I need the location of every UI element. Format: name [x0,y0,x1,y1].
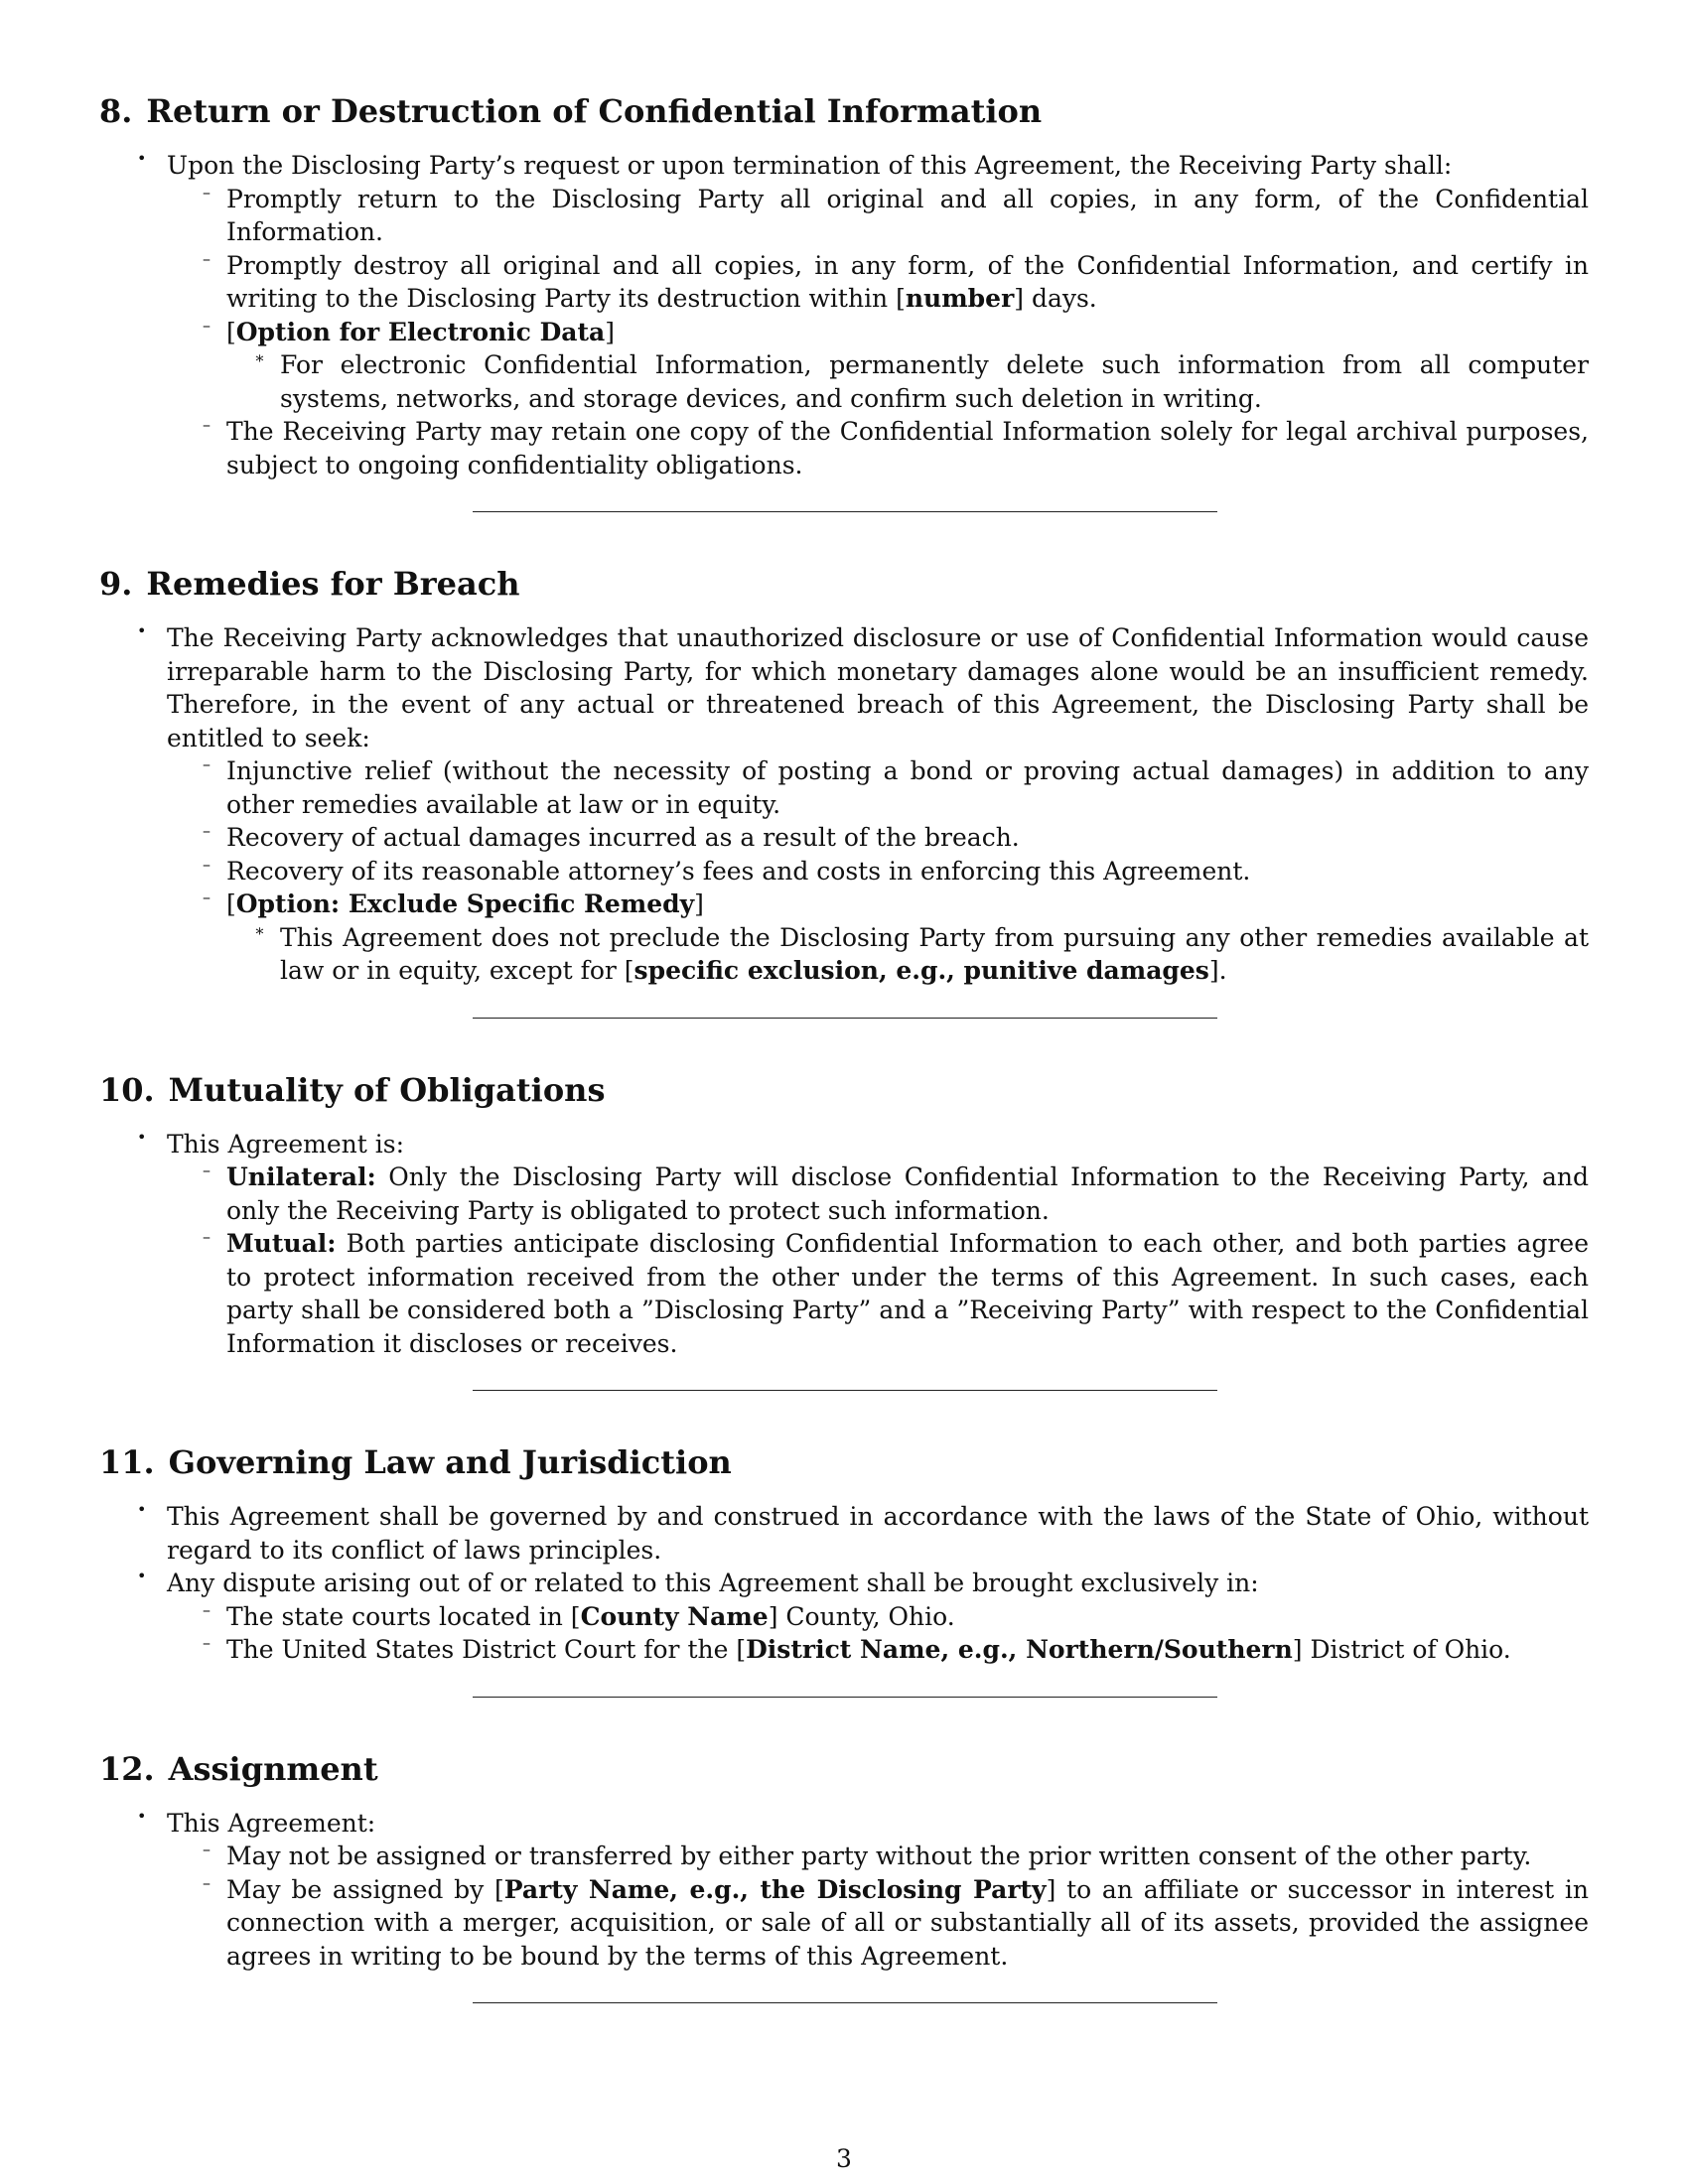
section-divider [473,511,1217,512]
list-item: – The United States District Court for the [District Name, e.g., Northern/Southern] District of Ohio. [203,1633,1511,1664]
dash-icon: – [203,1872,211,1892]
sub-sub-list [226,348,1589,415]
dash-icon: – [203,1599,211,1619]
list-item: – [Option for Electronic Data] ∗ For electronic Confidential Information, permanently delete such information from all computer systems, networks, and storage devices, and confirm such deletion in writing. [167,316,1589,416]
sub-list [167,1160,1589,1360]
sub-sub-list [226,921,1589,988]
section-heading: 8. Return or Destruction of Confidential Information [99,92,1043,130]
section-divider [473,1018,1217,1019]
dash-icon: – [203,182,211,202]
section-heading: 12. Assignment [99,1749,378,1788]
list-item: – May not be assigned or transferred by either party without the prior written consent of the other party. [203,1840,1532,1870]
list-item: – The Receiving Party may retain one copy of the Confidential Information solely for legal archival purposes, subject to ongoing confidentiality obligations. [203,415,1589,479]
placeholder-text: Option for Electronic Data [235,317,606,346]
dash-icon: – [203,1633,211,1652]
placeholder-text: Option: Exclude Specific Remedy [235,889,695,918]
placeholder-text: District Name, e.g., Northern/Southern [746,1635,1293,1664]
list-item: – Promptly destroy all original and all copies, in any form, of the Confidential Information, and certify in writing to the Disclosing Party its destruction within [number] days. [203,248,1589,313]
bullet-icon: • [137,1127,147,1147]
section-11 [99,1440,1589,1698]
list-item: – Mutual: Both parties anticipate disclosing Confidential Information to each other, and both parties agree to protect information received from the other under the terms of this Agreement. In such cases, each party shall be considered both a ”Disclosing Party” and a ”Receiving Party” with respect to the Confidential Information it discloses or receives. [203,1227,1589,1358]
section-8 [99,89,1589,512]
placeholder-text: specific exclusion, e.g., punitive damages [633,956,1209,985]
bullet-list [99,621,1589,988]
list-item: – [Option: Exclude Specific Remedy] ∗ This Agreement does not preclude the Disclosing Party from pursuing any other remedies available at law or in equity, except for [specific exclusion, e.g., punitive damages]. [167,887,1589,988]
document-page [99,89,1589,2053]
page-number: 3 [836,2144,852,2173]
list-item: • The Receiving Party acknowledges that unauthorized disclosure or use of Confidential Information would cause irreparable harm to the Disclosing Party, for which monetary damages alone would be an insufficient remedy. Therefore, in the event of any actual or threatened breach of this Agreement, the Disclosing Party shall be entitled to seek: – Injunctive relief (without the necessity of posting a bond or proving actual damages) in addition to any other remedies available at law or in equity. – Recovery of actual damages incurred as a result of the breach. – Recovery of its reasonable attorney’s fees and costs in enforcing this Agreement. – [Option: Exclude Specific Remedy] ∗ This Agreement does not preclude the Disclosing Party from pursuing any other remedies available at law or in equity, except for [specific exclusion, e.g., punitive damages]. [99,621,1589,988]
list-item: – Recovery of actual damages incurred as a result of the breach. [203,821,1020,852]
list-item: ∗ For electronic Confidential Information, permanently delete such information from all computer systems, networks, and storage devices, and confirm such deletion in writing. [254,348,1589,413]
sub-list [167,1840,1589,1973]
section-heading: 9. Remedies for Breach [99,565,520,603]
section-12 [99,1747,1589,2004]
placeholder-text: number [905,284,1015,313]
list-item: – Unilateral: Only the Disclosing Party will disclose Confidential Information to the Receiving Party, and only the Receiving Party is obligated to protect such information. [203,1160,1589,1225]
section-9 [99,562,1589,1019]
sub-list [167,754,1589,988]
sub-list [167,1600,1589,1667]
term-label: Mutual: [226,1229,337,1258]
bullet-icon: • [137,149,147,168]
dash-icon: – [203,754,211,773]
term-label: Unilateral: [226,1162,376,1191]
list-item: – Recovery of its reasonable attorney’s fees and costs in enforcing this Agreement. [203,854,1251,886]
placeholder-text: Party Name, e.g., the Disclosing Party [503,1874,1047,1904]
section-divider [473,1390,1217,1391]
dash-icon: – [203,248,211,268]
section-divider [473,1697,1217,1698]
dash-icon: – [203,821,211,840]
placeholder-text: County Name [580,1601,769,1631]
list-item: – The state courts located in [County Name] County, Ohio. [203,1599,955,1631]
list-item: ∗ This Agreement does not preclude the Disclosing Party from pursuing any other remedies available at law or in equity, except for [specific exclusion, e.g., punitive damages]. [254,920,1589,985]
list-item: – Injunctive relief (without the necessity of posting a bond or proving actual damages) in addition to any other remedies available at law or in equity. [203,754,1589,819]
section-heading: 10. Mutuality of Obligations [99,1070,606,1109]
bullet-list [99,1807,1589,1974]
bullet-list [99,1128,1589,1361]
list-item: • This Agreement is: – Unilateral: Only the Disclosing Party will disclose Confidential Information to the Receiving Party, and only the Receiving Party is obligated to protect such information. – Mutual: Both parties anticipate disclosing Confidential Information to each other, and both parties agree to protect information received from the other under the terms of this Agreement. In such cases, each party shall be considered both a ”Disclosing Party” and a ”Receiving Party” with respect to the Confidential Information it discloses or receives. [99,1128,1589,1361]
list-item: – Promptly return to the Disclosing Party all original and all copies, in any form, of the Confidential Information. [203,182,1589,246]
dash-icon: – [203,1227,211,1246]
dash-icon: – [203,415,211,434]
dash-icon: – [203,1160,211,1179]
list-item: – May be assigned by [Party Name, e.g., the Disclosing Party] to an affiliate or successor in interest in connection with a merger, acquisition, or sale of all or substantially all of its assets, provided the assignee agrees in writing to be bound by the terms of this Agreement. [203,1872,1589,1971]
asterisk-icon: ∗ [254,348,265,367]
asterisk-icon: ∗ [254,920,265,940]
section-heading: 11. Governing Law and Jurisdiction [99,1443,732,1481]
bullet-list [99,1500,1589,1667]
list-item: • This Agreement: – May not be assigned or transferred by either party without the prior written consent of the other party. – May be assigned by [Party Name, e.g., the Disclosing Party] to an affiliate or successor in interest in connection with a merger, acquisition, or sale of all or substantially all of its assets, provided the assignee agrees in writing to be bound by the terms of this Agreement. [99,1807,1589,1974]
sub-list [167,183,1589,482]
dash-icon: – [203,887,211,906]
dash-icon: – [203,854,211,874]
section-divider [473,2002,1217,2003]
bullet-icon: • [137,1500,147,1519]
bullet-icon: • [137,1567,147,1585]
list-item: • Any dispute arising out of or related to this Agreement shall be brought exclusively in: – The state courts located in [County Name] County, Ohio. – The United States District Court for the [District Name, e.g., Northern/Southern] District of Ohio. [99,1567,1589,1667]
bullet-icon: • [137,621,147,640]
section-10 [99,1068,1589,1392]
dash-icon: – [203,315,211,335]
list-item: • Upon the Disclosing Party’s request or upon termination of this Agreement, the Receiving Party shall: – Promptly return to the Disclosing Party all original and all copies, in any form, of the Confidential Information. – Promptly destroy all original and all copies, in any form, of the Confidential Information, and certify in writing to the Disclosing Party its destruction within [number] days. – [Option for Electronic Data] ∗ For electronic Confidential Information, permanently delete such information from all computer systems, networks, and storage devices, and confirm such deletion in writing. – The Receiving Party may retain one copy of the Confidential Information solely for legal archival purposes, subject to ongoing confidentiality obligations. [99,149,1589,481]
list-item: • This Agreement shall be governed by and construed in accordance with the laws of the State of Ohio, without regard to its conflict of laws principles. [137,1500,1589,1565]
bullet-icon: • [137,1806,147,1826]
bullet-list [99,149,1589,481]
dash-icon: – [203,1840,211,1858]
